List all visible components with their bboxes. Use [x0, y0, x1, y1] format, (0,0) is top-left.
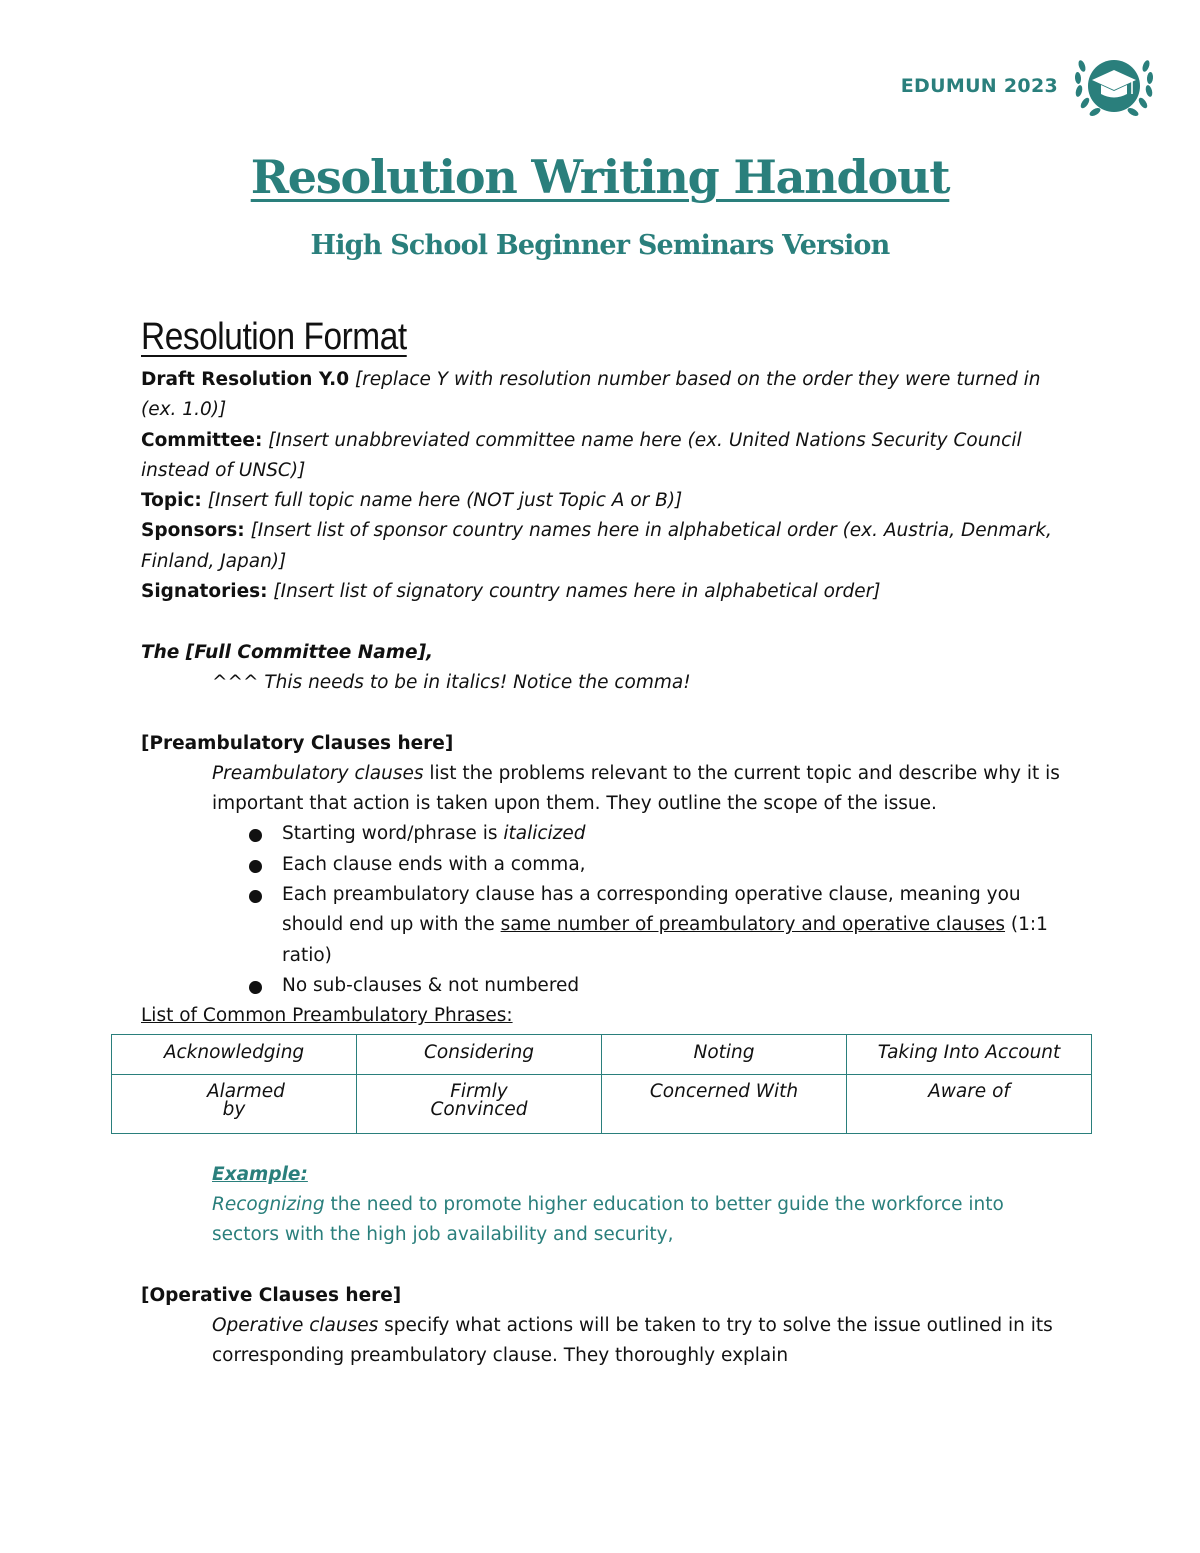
table-cell: Firmly Convinced	[357, 1074, 602, 1133]
preamb-rules-list	[141, 819, 1061, 1001]
preamb-phrases-table	[111, 1034, 1092, 1134]
field-committee: Committee: [Insert unabbreviated committee name here (ex. United Nations Security Council instead of UNSC)]	[141, 429, 1022, 481]
header-brand	[901, 48, 1160, 124]
field-draft-resolution: Draft Resolution Y.0 [replace Y with resolution number based on the order they were turned in (ex. 1.0)]	[141, 369, 1041, 421]
field-topic: Topic: [Insert full topic name here (NOT just Topic A or B)]	[141, 490, 683, 512]
table-cell: Taking Into Account	[847, 1034, 1092, 1074]
list-item: Each clause ends with a comma,	[282, 850, 1061, 880]
document-body	[141, 316, 1061, 1372]
graduation-laurel-logo-icon	[1068, 48, 1160, 124]
example-label: Example:	[212, 1163, 308, 1185]
page-subtitle: High School Beginner Seminars Version	[310, 230, 890, 261]
page-title: Resolution Writing Handout	[250, 150, 950, 204]
table-cell: Noting	[602, 1034, 847, 1074]
field-sponsors: Sponsors: [Insert list of sponsor country names here in alphabetical order (ex. Austria, Denmark, Finland, Japan)]	[141, 520, 1052, 572]
operative-description: Operative clauses specify what actions will be taken to try to solve the issue outlined in its corresponding preambulatory clause. They thoroughly explain	[212, 1315, 1053, 1367]
table-cell: Considering	[357, 1034, 602, 1074]
preamb-description: Preambulatory clauses list the problems relevant to the current topic and describe why it is important that action is taken upon them. They outline the scope of the issue.	[212, 762, 1060, 815]
section-heading: Resolution Format	[141, 316, 407, 358]
table-cell: Acknowledging	[112, 1034, 357, 1074]
table-cell: Alarmed by	[112, 1074, 357, 1133]
table-row	[112, 1074, 1092, 1133]
table-row	[112, 1034, 1092, 1074]
committee-note: ^^^ This needs to be in italics! Notice the comma!	[212, 671, 691, 693]
brand-name: EDUMUN 2023	[900, 75, 1058, 97]
list-item: Each preambulatory clause has a corresponding operative clause, meaning you should end up with the same number of preambulatory and operative clauses (1:1 ratio)	[282, 880, 1061, 971]
example-text: Recognizing the need to promote higher education to better guide the workforce into sectors with the high job availability and security,	[212, 1193, 1004, 1246]
operative-heading: [Operative Clauses here]	[141, 1284, 402, 1306]
table-cell: Aware of	[847, 1074, 1092, 1133]
phrase-list-title: List of Common Preambulatory Phrases:	[141, 1005, 513, 1027]
field-signatories: Signatories: [Insert list of signatory country names here in alphabetical order]	[141, 581, 881, 603]
committee-line: The [Full Committee Name],	[141, 641, 434, 663]
list-item: Starting word/phrase is italicized	[282, 819, 1061, 849]
preamb-heading: [Preambulatory Clauses here]	[141, 732, 454, 754]
table-cell: Concerned With	[602, 1074, 847, 1133]
list-item: No sub-clauses & not numbered	[282, 971, 1061, 1001]
